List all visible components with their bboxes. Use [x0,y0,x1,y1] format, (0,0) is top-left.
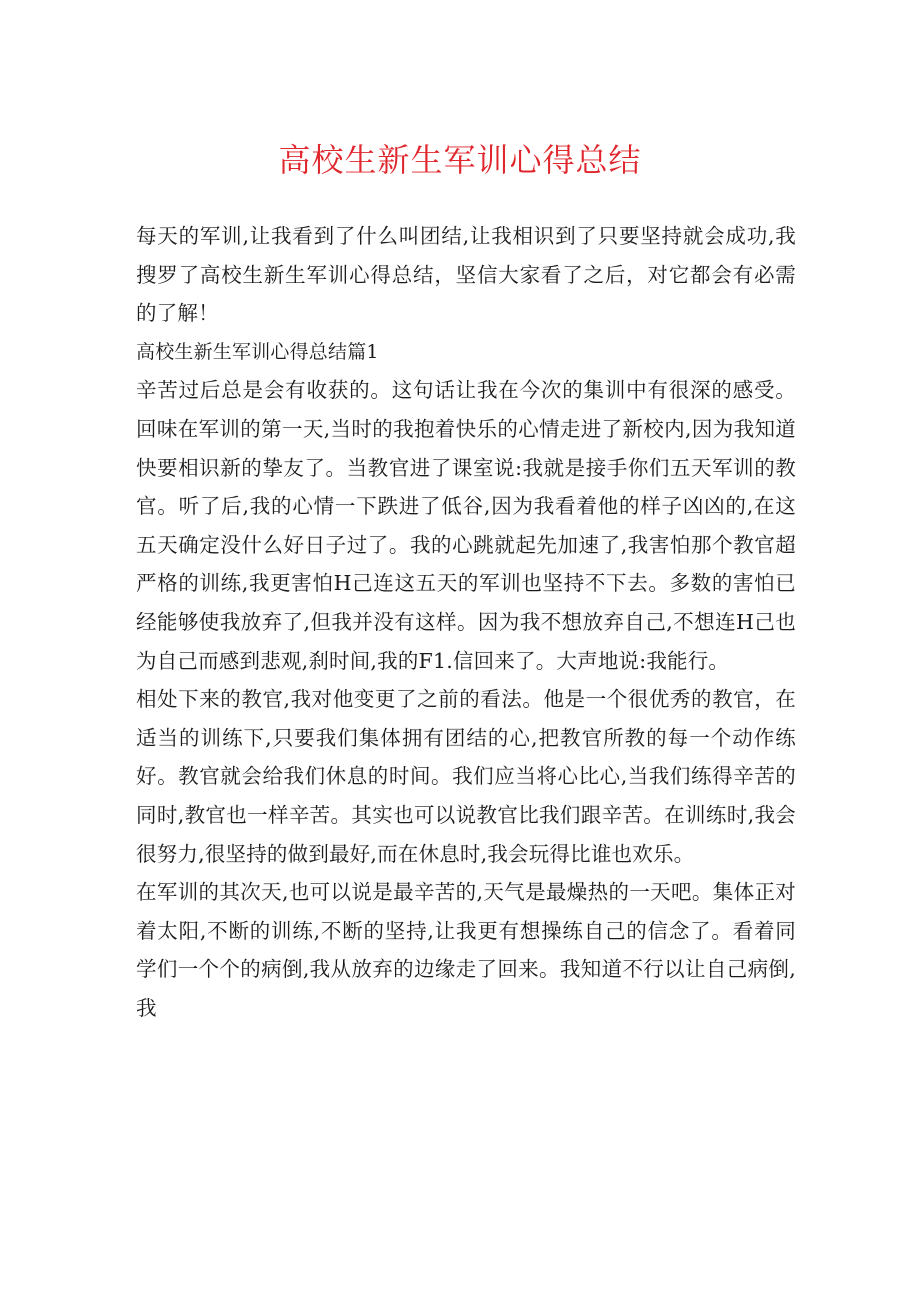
body-paragraph: 在军训的其次天,也可以说是最辛苦的,天气是最燥热的一天吧。集体正对着太阳,不断的训练,不断的坚持,让我更有想操练自己的信念了。看着同学们一个个的病倒,我从放弃的边缘走了回来。我知道不行以让自己病倒,我 [136,880,796,1020]
body-paragraph: 相处下来的教官,我对他变更了之前的看法。他是一个很优秀的教官，在适当的训练下,只要我们集体拥有团结的心,把教官所教的每一个动作练好。教官就会给我们休息的时间。我们应当将心比心,当我们练得辛苦的同时,教官也一样辛苦。其实也可以说教官比我们跟辛苦。在训练时,我会很努力,很坚持的做到最好,而在休息时,我会玩得比谁也欢乐。 [136,687,796,866]
document-title: 高校生新生军训心得总结 [278,141,642,179]
body-paragraph: 辛苦过后总是会有收获的。这句话让我在今次的集训中有很深的感受。回味在军训的第一天,当时的我抱着快乐的心情走进了新校内,因为我知道快要相识新的挚友了。当教官进了课室说:我就是接手你们五天军训的教官。听了后,我的心情一下跌进了低谷,因为我看着他的样子凶凶的,在这五天确定没什么好日子过了。我的心跳就起先加速了,我害怕那个教官超严格的训练,我更害怕H己连这五天的军训也坚持不下去。多数的害怕已经能够使我放弃了,但我并没有这样。因为我不想放弃自己,不想连H己也为自己而感到悲观,刹时间,我的F1.信回来了。大声地说:我能行。 [136,378,796,673]
intro-paragraph: 每天的军训,让我看到了什么叫团结,让我相识到了只要坚持就会成功,我搜罗了高校生新生军训心得总结，坚信大家看了之后，对它都会有必需的了解！ [136,224,796,326]
document-body [136,217,796,1027]
section-heading: 高校生新生军训心得总结篇1 [136,340,379,363]
